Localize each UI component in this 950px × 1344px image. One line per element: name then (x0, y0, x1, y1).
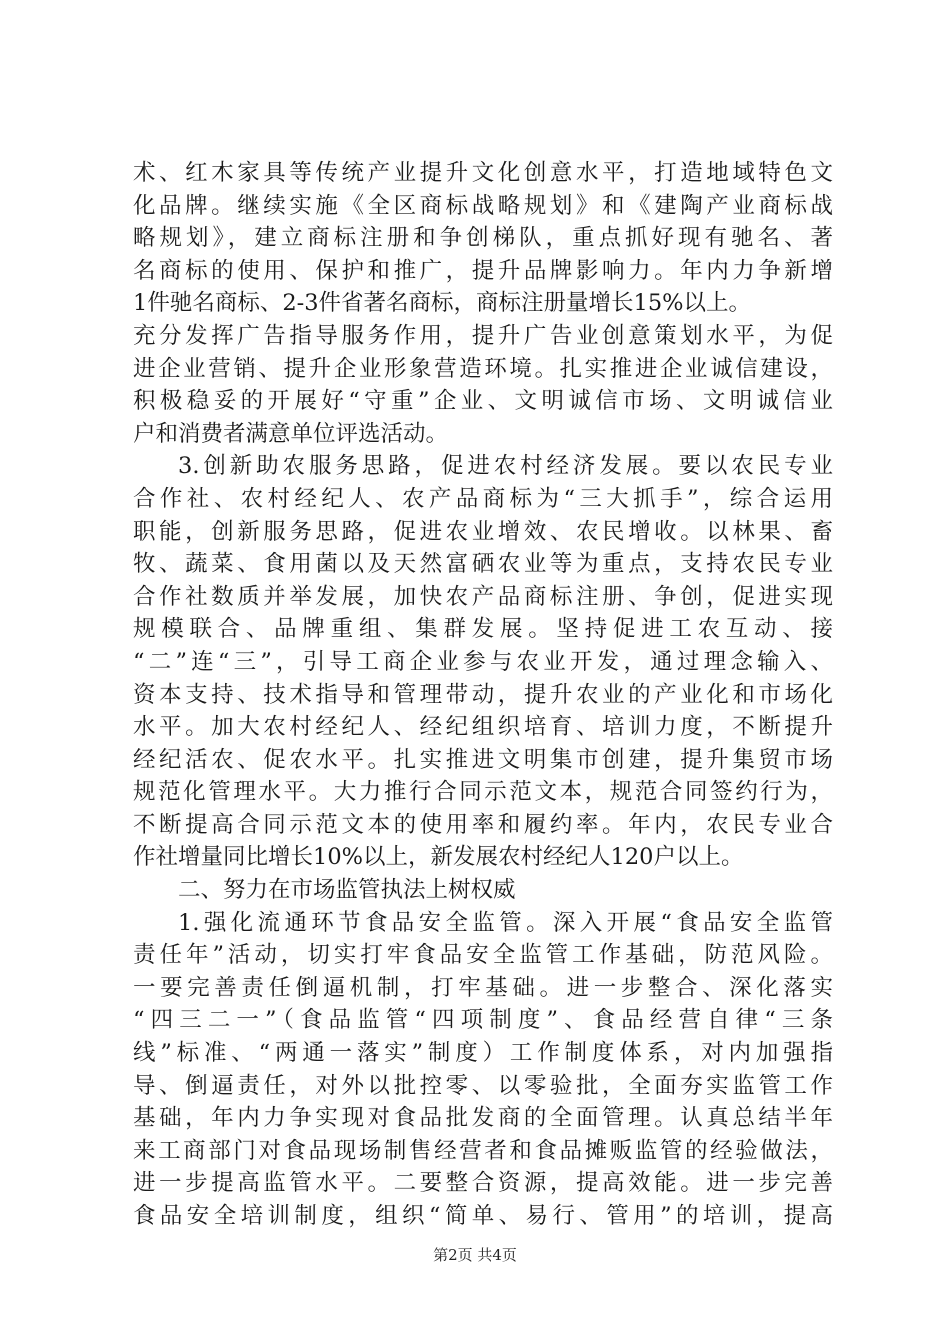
text-line: 化品牌。继续实施《全区商标战略规划》和《建陶产业商标战 (133, 192, 833, 219)
text-line: 线”标准、“两通一落实”制度）工作制度体系，对内加强指 (133, 1040, 833, 1067)
text-line: 基础，年内力争实现对食品批发商的全面管理。认真总结半年 (133, 1105, 833, 1132)
text-line: “四三二一”（食品监管“四项制度”、食品经营自律“三条 (133, 1007, 833, 1034)
text-line: 积极稳妥的开展好“守重”企业、文明诚信市场、文明诚信业 (133, 388, 833, 415)
text-line: 水平。加大农村经纪人、经纪组织培育、培训力度，不断提升 (133, 714, 833, 741)
text-line: 规模联合、品牌重组、集群发展。坚持促进工农互动、接 (133, 616, 833, 643)
text-line: 二、努力在市场监管执法上树权威 (178, 877, 516, 904)
text-line: 来工商部门对食品现场制售经营者和食品摊贩监管的经验做法， (133, 1137, 833, 1164)
text-line: 1件驰名商标、2-3件省著名商标，商标注册量增长15%以上。 (133, 290, 752, 317)
text-line: 不断提高合同示范文本的使用率和履约率。年内，农民专业合 (133, 811, 833, 838)
text-line: 充分发挥广告指导服务作用，提升广告业创意策划水平，为促 (133, 322, 833, 349)
text-line: 牧、蔬菜、食用菌以及天然富硒农业等为重点，支持农民专业 (133, 551, 833, 578)
text-line: 进一步提高监管水平。二要整合资源，提高效能。进一步完善 (133, 1170, 833, 1197)
text-line: 规范化管理水平。大力推行合同示范文本，规范合同签约行为， (133, 779, 833, 806)
text-line: 职能，创新服务思路，促进农业增效、农民增收。以林果、畜 (133, 518, 833, 545)
text-line: 1.强化流通环节食品安全监管。深入开展“食品安全监管 (178, 909, 833, 936)
text-line: 资本支持、技术指导和管理带动，提升农业的产业化和市场化 (133, 681, 833, 708)
text-line: 食品安全培训制度，组织“简单、易行、管用”的培训，提高 (133, 1203, 833, 1229)
body-text (133, 157, 833, 1233)
text-line: 名商标的使用、保护和推广，提升品牌影响力。年内力争新增 (133, 257, 833, 284)
text-line: 略规划》，建立商标注册和争创梯队，重点抓好现有驰名、著 (133, 225, 833, 252)
text-line: 一要完善责任倒逼机制，打牢基础。进一步整合、深化落实 (133, 974, 833, 1001)
text-line: 导、倒逼责任，对外以批控零、以零验批，全面夯实监管工作 (133, 1072, 833, 1099)
text-line: 责任年”活动，切实打牢食品安全监管工作基础，防范风险。 (133, 942, 833, 969)
text-line: 3.创新助农服务思路，促进农村经济发展。要以农民专业 (178, 453, 833, 480)
page-footer: 第2页 共4页 (433, 1246, 517, 1264)
text-line: 户和消费者满意单位评选活动。 (133, 420, 449, 447)
text-line: 合作社数质并举发展，加快农产品商标注册、争创，促进实现 (133, 583, 833, 610)
text-line: 合作社、农村经纪人、农产品商标为“三大抓手”，综合运用 (133, 485, 833, 512)
text-line: “二”连“三”，引导工商企业参与农业开发，通过理念输入、 (133, 648, 833, 675)
text-line: 进企业营销、提升企业形象营造环境。扎实推进企业诚信建设， (133, 355, 833, 382)
text-line: 术、红木家具等传统产业提升文化创意水平，打造地域特色文 (133, 160, 833, 186)
text-line: 作社增量同比增长10%以上，新发展农村经纪人120户以上。 (133, 844, 744, 871)
text-line: 经纪活农、促农水平。扎实推进文明集市创建，提升集贸市场 (133, 746, 833, 773)
